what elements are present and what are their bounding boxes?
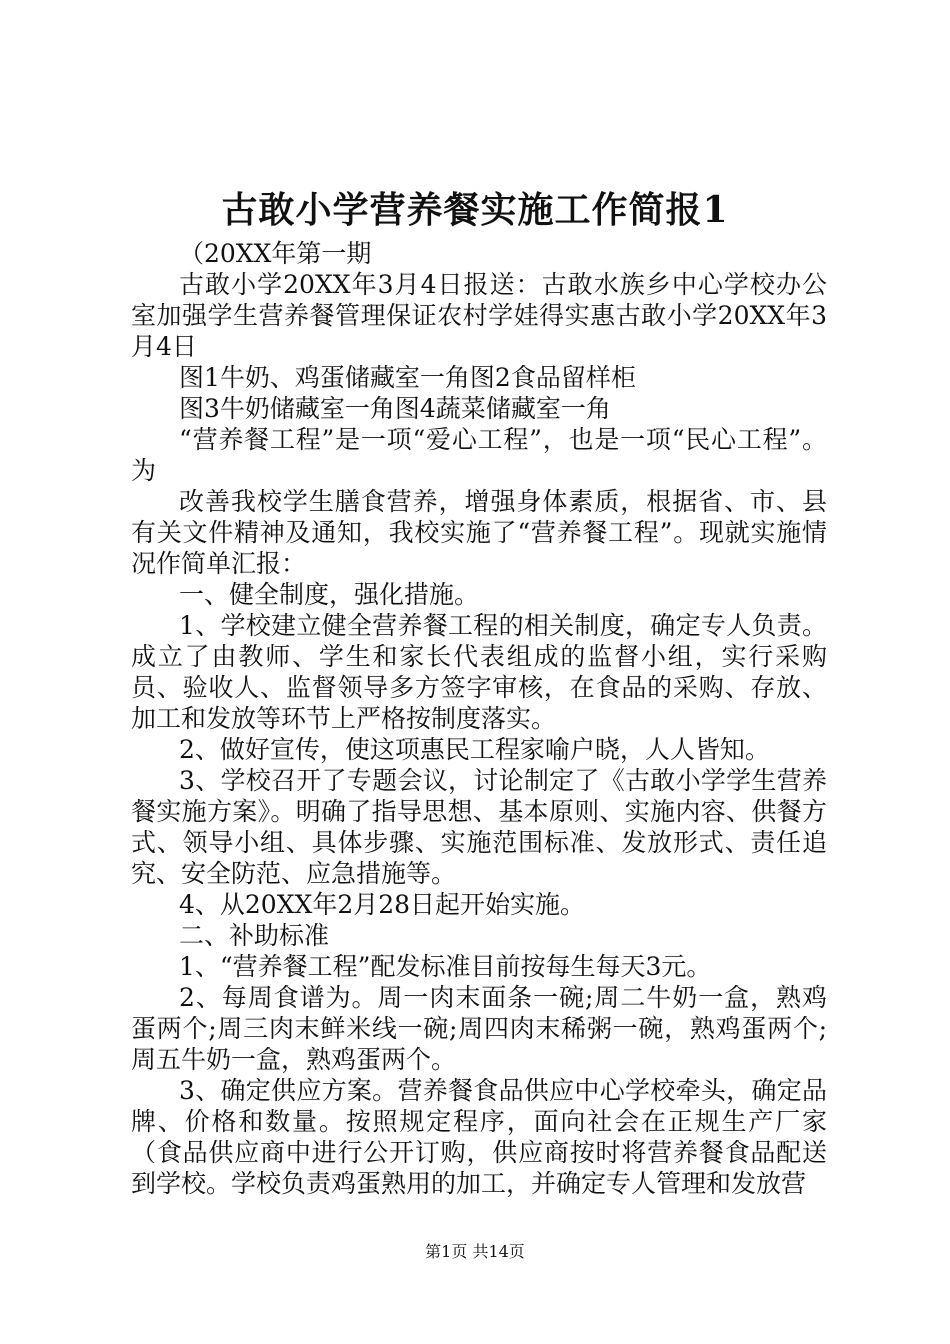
- section-heading-2: 二、补助标准: [179, 921, 330, 950]
- paragraph-intro: “营养餐工程”是一项“爱心工程”，也是一项“民心工程”。为: [131, 425, 827, 485]
- section-heading-1: 一、健全制度，强化措施。: [179, 580, 480, 609]
- paragraph-item-2-2: 2、每周食谱为。周一肉末面条一碗;周二牛奶一盒，熟鸡蛋两个;周三肉末鲜米线一碗;周四肉末稀粥一碗，熟鸡蛋两个;周五牛奶一盒，熟鸡蛋两个。: [131, 983, 827, 1074]
- document-title: 古敢小学营养餐实施工作简报1: [221, 189, 729, 231]
- paragraph-report-header: 古敢小学20XX年3月4日报送：古敢水族乡中心学校办公室加强学生营养餐管理保证农村学娃得实惠古敢小学20XX年3月4日: [131, 270, 827, 361]
- paragraph-figure-caption-2: 图3牛奶储藏室一角图4蔬菜储藏室一角: [179, 394, 611, 423]
- document-body: [131, 238, 827, 1199]
- paragraph-purpose: 改善我校学生膳食营养，增强身体素质，根据省、市、县有关文件精神及通知，我校实施了“营养餐工程”。现就实施情况作简单汇报：: [131, 487, 827, 578]
- paragraph-issue: （20XX年第一期: [179, 239, 372, 268]
- paragraph-item-2-1: 1、“营养餐工程”配发标准目前按每生每天3元。: [179, 952, 712, 981]
- paragraph-item-1-4: 4、从20XX年2月28日起开始实施。: [179, 890, 586, 919]
- paragraph-item-2-3: 3、确定供应方案。营养餐食品供应中心学校牵头，确定品牌、价格和数量。按照规定程序，面向社会在正规生产厂家（食品供应商中进行公开订购，供应商按时将营养餐食品配送到学校。学校负责鸡蛋熟用的加工，并确定专人管理和发放营: [131, 1076, 827, 1198]
- page-footer: 第1页 共14页: [425, 1242, 525, 1261]
- paragraph-item-1-3: 3、学校召开了专题会议，讨论制定了《古敢小学学生营养餐实施方案》。明确了指导思想、基本原则、实施内容、供餐方式、领导小组、具体步骤、实施范围标准、发放形式、责任追究、安全防范、应急措施等。: [131, 766, 827, 888]
- paragraph-figure-caption-1: 图1牛奶、鸡蛋储藏室一角图2食品留样柜: [179, 363, 636, 392]
- paragraph-item-1-2: 2、做好宣传，使这项惠民工程家喻户晓，人人皆知。: [179, 735, 770, 764]
- paragraph-item-1-1: 1、学校建立健全营养餐工程的相关制度，确定专人负责。成立了由教师、学生和家长代表组成的监督小组，实行采购员、验收人、监督领导多方签字审核，在食品的采购、存放、加工和发放等环节上严格按制度落实。: [131, 611, 827, 733]
